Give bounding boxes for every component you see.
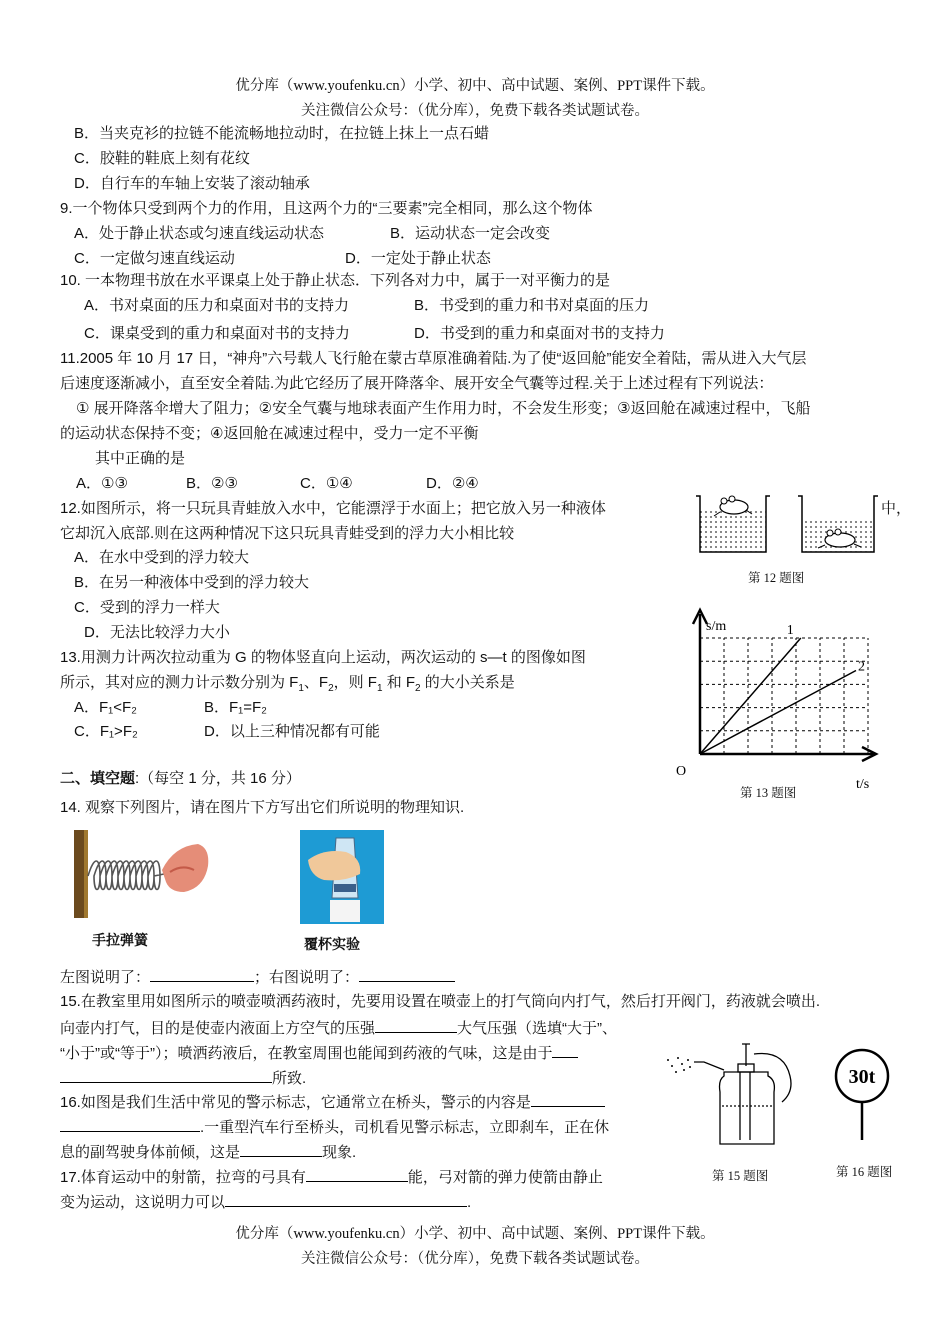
sprayer-figure — [664, 1036, 804, 1152]
q12-option-c: C．受到的浮力一样大 — [74, 599, 220, 616]
q10-option-b: B．书受到的重力和书对桌面的压力 — [414, 297, 650, 314]
q15-line4: 所致. — [60, 1067, 306, 1089]
weight-limit-sign — [828, 1046, 898, 1142]
q14-answer-line: 左图说明了： ；右图说明了： — [60, 966, 455, 988]
q14-stem: 14. 观察下列图片，请在图片下方写出它们所说明的物理知识. — [60, 799, 465, 816]
spring-photo — [74, 826, 212, 922]
series-label-2: 2 — [858, 659, 865, 675]
q12-option-b: B．在另一种液体中受到的浮力较大 — [74, 574, 310, 591]
q13-caption: 第 13 题图 — [740, 786, 797, 800]
q13-line1: 13.用测力计两次拉动重为 G 的物体竖直向上运动，两次运动的 s—t 的图像如图 — [60, 649, 586, 666]
q15-line3: “小于”或“等于”）；喷洒药液后，在教室周围也能闻到药液的气味，这是由于 — [60, 1042, 578, 1064]
series-line-2 — [700, 670, 856, 754]
q10-option-a: A．书对桌面的压力和桌面对书的支持力 — [84, 297, 350, 314]
q11-option-a: A．①③ — [76, 475, 128, 492]
chart-lines — [700, 623, 865, 754]
q8-option-c: C．胶鞋的鞋底上刻有花纹 — [74, 150, 250, 167]
site-footer-line2: 关注微信公众号：（优分库），免费下载各类试题试卷。 — [301, 1251, 649, 1267]
q9-option-a: A．处于静止状态或匀速直线运动状态 — [74, 225, 325, 242]
q11-line4: 的运动状态保持不变；④返回舱在减速过程中，受力一定不平衡 — [60, 425, 479, 442]
section2-heading: 二、填空题:（每空 1 分，共 16 分） — [60, 770, 301, 787]
cup-caption: 覆杯实验 — [304, 936, 360, 952]
q14-blank-right[interactable] — [359, 966, 455, 982]
q12-option-d: D．无法比较浮力大小 — [84, 624, 230, 641]
q12-option-a: A．在水中受到的浮力较大 — [74, 549, 250, 566]
q16-blank-1a[interactable] — [531, 1091, 605, 1107]
q13-st-chart — [664, 604, 894, 796]
origin-label: O — [676, 764, 687, 779]
q12-line2: 它却沉入底部.则在这两种情况下这只玩具青蛙受到的浮力大小相比较 — [60, 525, 515, 542]
q16-line1: 16.如图是我们生活中常见的警示标志，它通常立在桥头，警示的内容是 — [60, 1091, 605, 1113]
q17-line1: 17.体育运动中的射箭，拉弯的弓具有 能，弓对箭的弹力使箭由静止 — [60, 1166, 603, 1188]
q12-figure — [694, 490, 884, 556]
q9-option-b: B．运动状态一定会改变 — [390, 225, 551, 242]
site-header-line1: 优分库（www.youfenku.cn）小学、初中、高中试题、案例、PPT课件下载。 — [235, 78, 715, 94]
q17-line2: 变为运动，这说明力可以 . — [60, 1191, 471, 1213]
q15-blank-2a[interactable] — [552, 1042, 578, 1058]
q9-stem: 9.一个物体只受到两个力的作用，且这两个力的“三要素”完全相同，那么这个物体 — [60, 200, 593, 217]
q10-option-c: C．课桌受到的重力和桌面对书的支持力 — [84, 325, 350, 342]
q12-line1-end: 中， — [881, 500, 912, 517]
q17-blank-1[interactable] — [306, 1166, 408, 1182]
site-footer-line1: 优分库（www.youfenku.cn）小学、初中、高中试题、案例、PPT课件下载。 — [235, 1226, 715, 1242]
q12-caption: 第 12 题图 — [748, 571, 805, 585]
q11-line2: 后速度逐渐减小，直至安全着陆.为此它经历了展开降落伞、展开安全气囊等过程.关于上述过程有下列说法： — [60, 375, 774, 392]
q11-option-c: C．①④ — [300, 475, 353, 492]
q10-stem: 10. 一本物理书放在水平课桌上处于静止状态．下列各对力中，属于一对平衡力的是 — [60, 272, 611, 289]
q11-option-d: D．②④ — [426, 475, 479, 492]
q17-blank-2[interactable] — [225, 1191, 467, 1207]
chart-grid — [700, 638, 868, 754]
y-axis-label: s/m — [706, 619, 727, 634]
q14-blank-left[interactable] — [150, 966, 254, 982]
q16-blank-2[interactable] — [240, 1141, 322, 1157]
sign-text: 30t — [848, 1066, 876, 1088]
q8-option-d: D．自行车的车轴上安装了滚动轴承 — [74, 175, 310, 192]
series-line-1 — [700, 638, 801, 754]
q13-line2: 所示，其对应的测力计示数分别为 $F_1$、$F_2$，则 $F_1$ 和 $F_2$ 的大小关系是 — [60, 674, 515, 694]
beaker-water — [696, 496, 770, 552]
q13-option-b: B．F₁=F₂ — [204, 699, 267, 716]
x-axis-label: t/s — [856, 777, 870, 792]
q9-option-c: C．一定做匀速直线运动 — [74, 250, 235, 267]
cup-experiment-photo — [300, 830, 384, 924]
series-label-1: 1 — [786, 623, 794, 638]
q16-blank-1b[interactable] — [60, 1116, 200, 1132]
beaker-other-liquid — [798, 496, 878, 552]
q15-line1: 15.在教室里用如图所示的喷壶喷洒药液时，先要用设置在喷壶上的打气筒向内打气，然后打开阀门，药液就会喷出. — [60, 993, 821, 1010]
q11-line1: 11.2005 年 10 月 17 日，“神舟”六号载人飞行舱在蒙古草原准确着陆.为了使“返回舱”能安全着陆，需从进入大气层 — [60, 350, 807, 367]
q15-blank-1[interactable] — [375, 1017, 457, 1033]
q16-caption: 第 16 题图 — [836, 1165, 893, 1179]
q13-option-c: C．F₁>F₂ — [74, 723, 138, 740]
q8-option-b: B．当夹克衫的拉链不能流畅地拉动时，在拉链上抹上一点石蜡 — [74, 125, 490, 142]
q13-option-a: A．F₁<F₂ — [74, 699, 137, 716]
q16-line2: .一重型汽车行至桥头，司机看见警示标志，立即刹车，正在休 — [60, 1116, 609, 1138]
q9-option-d: D．一定处于静止状态 — [345, 250, 491, 267]
site-header-line2: 关注微信公众号：（优分库），免费下载各类试题试卷。 — [301, 103, 649, 119]
q11-line3: ① 展开降落伞增大了阻力；②安全气囊与地球表面产生作用力时，不会发生形变；③返回舱在减速过程中，飞船 — [76, 400, 811, 417]
q11-line5: 其中正确的是 — [95, 450, 186, 467]
q15-blank-2b[interactable] — [60, 1067, 272, 1083]
q12-line1: 12.如图所示，将一只玩具青蛙放入水中，它能漂浮于水面上；把它放入另一种液体 — [60, 500, 606, 517]
q11-option-b: B．②③ — [186, 475, 238, 492]
q15-line2: 向壶内打气，目的是使壶内液面上方空气的压强 大气压强（选填“大于”、 — [60, 1017, 617, 1039]
q16-line3: 息的副驾驶身体前倾，这是 现象. — [60, 1141, 356, 1163]
q13-option-d: D．以上三种情况都有可能 — [204, 723, 380, 740]
spring-caption: 手拉弹簧 — [92, 932, 148, 948]
q15-caption: 第 15 题图 — [712, 1169, 769, 1183]
q10-option-d: D．书受到的重力和桌面对书的支持力 — [414, 325, 665, 342]
spray-mist-icon — [667, 1057, 691, 1073]
